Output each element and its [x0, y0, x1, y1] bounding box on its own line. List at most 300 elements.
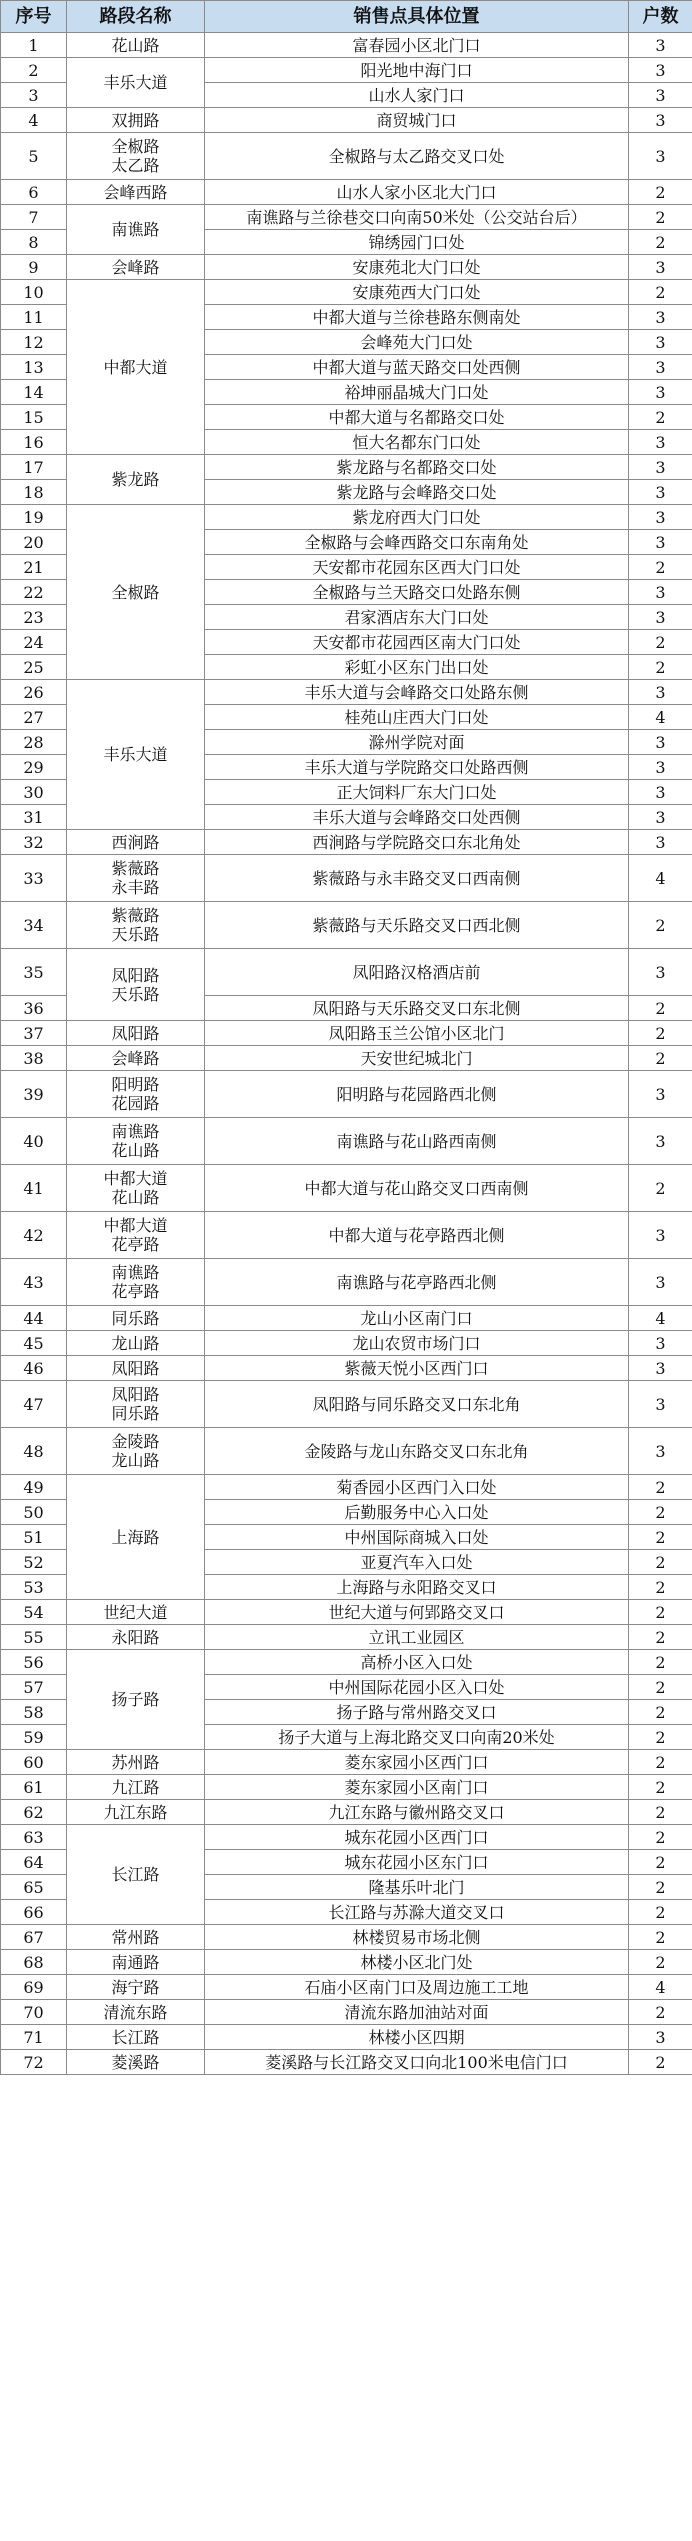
cell-no: 55 — [1, 1625, 67, 1650]
table-row — [1, 1650, 692, 1675]
cell-count: 3 — [629, 355, 692, 380]
cell-no: 62 — [1, 1800, 67, 1825]
cell-location: 富春园小区北门口 — [205, 33, 629, 58]
cell-count: 3 — [629, 1259, 692, 1306]
cell-location: 菱东家园小区西门口 — [205, 1750, 629, 1775]
cell-location: 石庙小区南门口及周边施工工地 — [205, 1975, 629, 2000]
cell-location: 紫薇天悦小区西门口 — [205, 1356, 629, 1381]
cell-no: 19 — [1, 505, 67, 530]
cell-location: 紫龙路与会峰路交口处 — [205, 480, 629, 505]
cell-no: 45 — [1, 1331, 67, 1356]
cell-location: 上海路与永阳路交叉口 — [205, 1575, 629, 1600]
cell-location: 紫龙府西大门口处 — [205, 505, 629, 530]
cell-no: 69 — [1, 1975, 67, 2000]
cell-no: 28 — [1, 730, 67, 755]
cell-road: 长江路 — [67, 1825, 205, 1925]
table-row — [1, 1750, 692, 1775]
table-row — [1, 1775, 692, 1800]
cell-location: 君家酒店东大门口处 — [205, 605, 629, 630]
cell-location: 城东花园小区东门口 — [205, 1850, 629, 1875]
table-row — [1, 1331, 692, 1356]
cell-no: 31 — [1, 805, 67, 830]
cell-location: 立讯工业园区 — [205, 1625, 629, 1650]
cell-no: 70 — [1, 2000, 67, 2025]
cell-road: 会峰路 — [67, 255, 205, 280]
cell-location: 商贸城门口 — [205, 108, 629, 133]
cell-count: 3 — [629, 830, 692, 855]
cell-no: 63 — [1, 1825, 67, 1850]
cell-count: 2 — [629, 1500, 692, 1525]
cell-road: 阳明路 花园路 — [67, 1071, 205, 1118]
table-row — [1, 1825, 692, 1850]
cell-no: 20 — [1, 530, 67, 555]
cell-location: 扬子大道与上海北路交叉口向南20米处 — [205, 1725, 629, 1750]
cell-count: 2 — [629, 1925, 692, 1950]
cell-road: 龙山路 — [67, 1331, 205, 1356]
table-row — [1, 1625, 692, 1650]
cell-count: 3 — [629, 730, 692, 755]
cell-location: 桂苑山庄西大门口处 — [205, 705, 629, 730]
cell-location: 安康苑西大门口处 — [205, 280, 629, 305]
cell-road: 凤阳路 — [67, 1021, 205, 1046]
cell-no: 59 — [1, 1725, 67, 1750]
cell-location: 全椒路与兰天路交口处路东侧 — [205, 580, 629, 605]
cell-count: 2 — [629, 405, 692, 430]
table-row — [1, 280, 692, 305]
cell-count: 2 — [629, 902, 692, 949]
cell-no: 42 — [1, 1212, 67, 1259]
cell-location: 亚夏汽车入口处 — [205, 1550, 629, 1575]
cell-count: 2 — [629, 630, 692, 655]
cell-no: 29 — [1, 755, 67, 780]
cell-count: 3 — [629, 805, 692, 830]
cell-location: 全椒路与会峰西路交口东南角处 — [205, 530, 629, 555]
cell-no: 6 — [1, 180, 67, 205]
cell-count: 4 — [629, 1975, 692, 2000]
table-row — [1, 133, 692, 180]
cell-location: 中州国际商城入口处 — [205, 1525, 629, 1550]
cell-no: 39 — [1, 1071, 67, 1118]
table-row — [1, 58, 692, 83]
cell-count: 3 — [629, 2025, 692, 2050]
cell-no: 56 — [1, 1650, 67, 1675]
cell-location: 裕坤丽晶城大门口处 — [205, 380, 629, 405]
cell-road: 西涧路 — [67, 830, 205, 855]
cell-location: 南谯路与兰徐巷交口向南50米处（公交站台后） — [205, 205, 629, 230]
cell-no: 40 — [1, 1118, 67, 1165]
cell-no: 57 — [1, 1675, 67, 1700]
cell-count: 3 — [629, 455, 692, 480]
cell-count: 2 — [629, 205, 692, 230]
table-row — [1, 830, 692, 855]
cell-count: 3 — [629, 580, 692, 605]
cell-count: 3 — [629, 480, 692, 505]
cell-count: 2 — [629, 1475, 692, 1500]
cell-count: 2 — [629, 180, 692, 205]
cell-no: 54 — [1, 1600, 67, 1625]
cell-location: 凤阳路汉格酒店前 — [205, 949, 629, 996]
cell-road: 海宁路 — [67, 1975, 205, 2000]
cell-road: 九江路 — [67, 1775, 205, 1800]
cell-count: 3 — [629, 780, 692, 805]
cell-count: 3 — [629, 680, 692, 705]
cell-no: 1 — [1, 33, 67, 58]
header-location: 销售点具体位置 — [205, 1, 629, 33]
cell-road: 苏州路 — [67, 1750, 205, 1775]
table-row — [1, 108, 692, 133]
cell-count: 2 — [629, 1900, 692, 1925]
cell-no: 34 — [1, 902, 67, 949]
cell-no: 65 — [1, 1875, 67, 1900]
cell-location: 龙山农贸市场门口 — [205, 1331, 629, 1356]
cell-location: 阳光地中海门口 — [205, 58, 629, 83]
cell-no: 50 — [1, 1500, 67, 1525]
cell-count: 2 — [629, 1775, 692, 1800]
cell-road: 凤阳路 同乐路 — [67, 1381, 205, 1428]
cell-no: 46 — [1, 1356, 67, 1381]
cell-road: 紫薇路 永丰路 — [67, 855, 205, 902]
cell-location: 彩虹小区东门出口处 — [205, 655, 629, 680]
cell-count: 2 — [629, 555, 692, 580]
cell-count: 2 — [629, 1600, 692, 1625]
cell-location: 高桥小区入口处 — [205, 1650, 629, 1675]
cell-no: 44 — [1, 1306, 67, 1331]
cell-no: 47 — [1, 1381, 67, 1428]
cell-road: 全椒路 太乙路 — [67, 133, 205, 180]
cell-location: 金陵路与龙山东路交叉口东北角 — [205, 1428, 629, 1475]
cell-count: 3 — [629, 1381, 692, 1428]
cell-count: 3 — [629, 430, 692, 455]
table-row — [1, 1475, 692, 1500]
cell-road: 常州路 — [67, 1925, 205, 1950]
table-row — [1, 1118, 692, 1165]
cell-location: 城东花园小区西门口 — [205, 1825, 629, 1850]
cell-no: 71 — [1, 2025, 67, 2050]
cell-location: 天安世纪城北门 — [205, 1046, 629, 1071]
cell-count: 2 — [629, 1021, 692, 1046]
cell-no: 37 — [1, 1021, 67, 1046]
cell-no: 51 — [1, 1525, 67, 1550]
table-row — [1, 2050, 692, 2075]
cell-location: 菱东家园小区南门口 — [205, 1775, 629, 1800]
cell-count: 2 — [629, 1725, 692, 1750]
table-row — [1, 1925, 692, 1950]
cell-count: 4 — [629, 1306, 692, 1331]
table-row — [1, 2025, 692, 2050]
cell-location: 安康苑北大门口处 — [205, 255, 629, 280]
cell-count: 3 — [629, 305, 692, 330]
cell-count: 3 — [629, 605, 692, 630]
cell-location: 凤阳路与同乐路交叉口东北角 — [205, 1381, 629, 1428]
cell-count: 2 — [629, 1575, 692, 1600]
cell-location: 扬子路与常州路交叉口 — [205, 1700, 629, 1725]
cell-road: 世纪大道 — [67, 1600, 205, 1625]
cell-no: 22 — [1, 580, 67, 605]
cell-count: 3 — [629, 1118, 692, 1165]
cell-count: 2 — [629, 655, 692, 680]
cell-location: 长江路与苏滁大道交叉口 — [205, 1900, 629, 1925]
cell-no: 4 — [1, 108, 67, 133]
cell-count: 2 — [629, 1700, 692, 1725]
cell-location: 锦绣园门口处 — [205, 230, 629, 255]
cell-count: 3 — [629, 83, 692, 108]
table-row — [1, 1306, 692, 1331]
cell-no: 49 — [1, 1475, 67, 1500]
cell-no: 18 — [1, 480, 67, 505]
cell-road: 中都大道 花山路 — [67, 1165, 205, 1212]
cell-count: 3 — [629, 255, 692, 280]
table-body — [1, 33, 692, 2075]
header-row — [1, 1, 692, 33]
cell-no: 27 — [1, 705, 67, 730]
cell-no: 58 — [1, 1700, 67, 1725]
cell-count: 3 — [629, 1212, 692, 1259]
cell-count: 3 — [629, 1071, 692, 1118]
cell-location: 恒大名都东门口处 — [205, 430, 629, 455]
cell-location: 南谯路与花山路西南侧 — [205, 1118, 629, 1165]
cell-count: 2 — [629, 2050, 692, 2075]
cell-count: 3 — [629, 1356, 692, 1381]
cell-count: 2 — [629, 280, 692, 305]
cell-no: 38 — [1, 1046, 67, 1071]
cell-location: 中都大道与花亭路西北侧 — [205, 1212, 629, 1259]
cell-road: 南谯路 花亭路 — [67, 1259, 205, 1306]
cell-location: 山水人家门口 — [205, 83, 629, 108]
cell-location: 九江东路与徽州路交叉口 — [205, 1800, 629, 1825]
cell-location: 山水人家小区北大门口 — [205, 180, 629, 205]
cell-count: 3 — [629, 1428, 692, 1475]
table-row — [1, 33, 692, 58]
table-row — [1, 1021, 692, 1046]
table-row — [1, 1381, 692, 1428]
cell-location: 隆基乐叶北门 — [205, 1875, 629, 1900]
header-no: 序号 — [1, 1, 67, 33]
cell-count: 2 — [629, 1675, 692, 1700]
cell-location: 紫龙路与名都路交口处 — [205, 455, 629, 480]
cell-location: 中都大道与兰徐巷路东侧南处 — [205, 305, 629, 330]
cell-road: 南谯路 — [67, 205, 205, 255]
cell-count: 2 — [629, 1550, 692, 1575]
table-row — [1, 1212, 692, 1259]
table-row — [1, 1071, 692, 1118]
cell-no: 12 — [1, 330, 67, 355]
table-row — [1, 1356, 692, 1381]
table-row — [1, 855, 692, 902]
cell-road: 九江东路 — [67, 1800, 205, 1825]
cell-count: 3 — [629, 380, 692, 405]
table-row — [1, 1046, 692, 1071]
cell-no: 24 — [1, 630, 67, 655]
cell-no: 10 — [1, 280, 67, 305]
cell-location: 紫薇路与永丰路交叉口西南侧 — [205, 855, 629, 902]
cell-no: 25 — [1, 655, 67, 680]
table-row — [1, 1428, 692, 1475]
cell-no: 48 — [1, 1428, 67, 1475]
header-count: 户数 — [629, 1, 692, 33]
cell-road: 全椒路 — [67, 505, 205, 680]
cell-road: 南谯路 花山路 — [67, 1118, 205, 1165]
cell-no: 2 — [1, 58, 67, 83]
cell-road: 上海路 — [67, 1475, 205, 1600]
cell-location: 滁州学院对面 — [205, 730, 629, 755]
cell-no: 5 — [1, 133, 67, 180]
cell-count: 3 — [629, 1331, 692, 1356]
cell-no: 68 — [1, 1950, 67, 1975]
cell-no: 7 — [1, 205, 67, 230]
table-row — [1, 205, 692, 230]
table-row — [1, 1259, 692, 1306]
cell-location: 清流东路加油站对面 — [205, 2000, 629, 2025]
cell-count: 2 — [629, 1950, 692, 1975]
table-row — [1, 1600, 692, 1625]
cell-location: 天安都市花园东区西大门口处 — [205, 555, 629, 580]
table-row — [1, 680, 692, 705]
cell-location: 丰乐大道与会峰路交口处路东侧 — [205, 680, 629, 705]
cell-location: 中都大道与花山路交叉口西南侧 — [205, 1165, 629, 1212]
cell-no: 30 — [1, 780, 67, 805]
cell-road: 扬子路 — [67, 1650, 205, 1750]
cell-road: 会峰路 — [67, 1046, 205, 1071]
cell-location: 紫薇路与天乐路交叉口西北侧 — [205, 902, 629, 949]
cell-count: 2 — [629, 230, 692, 255]
cell-no: 64 — [1, 1850, 67, 1875]
cell-location: 菊香园小区西门入口处 — [205, 1475, 629, 1500]
table-row — [1, 505, 692, 530]
cell-location: 林楼小区四期 — [205, 2025, 629, 2050]
cell-count: 3 — [629, 108, 692, 133]
cell-road: 丰乐大道 — [67, 680, 205, 830]
cell-no: 66 — [1, 1900, 67, 1925]
cell-count: 2 — [629, 1046, 692, 1071]
cell-location: 中州国际花园小区入口处 — [205, 1675, 629, 1700]
cell-count: 2 — [629, 1825, 692, 1850]
cell-location: 中都大道与蓝天路交口处西侧 — [205, 355, 629, 380]
cell-no: 15 — [1, 405, 67, 430]
cell-no: 16 — [1, 430, 67, 455]
cell-location: 天安都市花园西区南大门口处 — [205, 630, 629, 655]
cell-no: 36 — [1, 996, 67, 1021]
cell-road: 中都大道 花亭路 — [67, 1212, 205, 1259]
cell-no: 43 — [1, 1259, 67, 1306]
cell-road: 紫龙路 — [67, 455, 205, 505]
cell-location: 菱溪路与长江路交叉口向北100米电信门口 — [205, 2050, 629, 2075]
cell-no: 52 — [1, 1550, 67, 1575]
cell-no: 8 — [1, 230, 67, 255]
cell-road: 长江路 — [67, 2025, 205, 2050]
cell-road: 花山路 — [67, 33, 205, 58]
cell-count: 4 — [629, 855, 692, 902]
table-row — [1, 902, 692, 949]
cell-road: 双拥路 — [67, 108, 205, 133]
cell-location: 林楼贸易市场北侧 — [205, 1925, 629, 1950]
cell-no: 32 — [1, 830, 67, 855]
cell-count: 2 — [629, 2000, 692, 2025]
table-row — [1, 949, 692, 996]
cell-no: 60 — [1, 1750, 67, 1775]
cell-location: 世纪大道与何郢路交叉口 — [205, 1600, 629, 1625]
cell-count: 3 — [629, 530, 692, 555]
cell-location: 西涧路与学院路交口东北角处 — [205, 830, 629, 855]
cell-road: 金陵路 龙山路 — [67, 1428, 205, 1475]
cell-no: 67 — [1, 1925, 67, 1950]
cell-road: 同乐路 — [67, 1306, 205, 1331]
cell-location: 正大饲料厂东大门口处 — [205, 780, 629, 805]
cell-no: 17 — [1, 455, 67, 480]
cell-count: 2 — [629, 1800, 692, 1825]
cell-count: 2 — [629, 996, 692, 1021]
cell-location: 凤阳路玉兰公馆小区北门 — [205, 1021, 629, 1046]
cell-location: 会峰苑大门口处 — [205, 330, 629, 355]
cell-no: 21 — [1, 555, 67, 580]
cell-location: 中都大道与名都路交口处 — [205, 405, 629, 430]
cell-location: 龙山小区南门口 — [205, 1306, 629, 1331]
table-row — [1, 255, 692, 280]
cell-road: 丰乐大道 — [67, 58, 205, 108]
cell-no: 41 — [1, 1165, 67, 1212]
table-row — [1, 1950, 692, 1975]
cell-location: 全椒路与太乙路交叉口处 — [205, 133, 629, 180]
cell-count: 3 — [629, 949, 692, 996]
cell-count: 2 — [629, 1650, 692, 1675]
cell-road: 中都大道 — [67, 280, 205, 455]
cell-count: 3 — [629, 330, 692, 355]
table-row — [1, 1975, 692, 2000]
table-row — [1, 1800, 692, 1825]
cell-no: 14 — [1, 380, 67, 405]
cell-road: 菱溪路 — [67, 2050, 205, 2075]
cell-location: 阳明路与花园路西北侧 — [205, 1071, 629, 1118]
cell-no: 26 — [1, 680, 67, 705]
cell-count: 2 — [629, 1850, 692, 1875]
cell-count: 2 — [629, 1750, 692, 1775]
cell-count: 2 — [629, 1525, 692, 1550]
cell-no: 13 — [1, 355, 67, 380]
cell-road: 紫薇路 天乐路 — [67, 902, 205, 949]
cell-road: 凤阳路 — [67, 1356, 205, 1381]
cell-count: 3 — [629, 33, 692, 58]
cell-no: 23 — [1, 605, 67, 630]
cell-count: 4 — [629, 705, 692, 730]
cell-count: 2 — [629, 1165, 692, 1212]
cell-no: 9 — [1, 255, 67, 280]
cell-no: 61 — [1, 1775, 67, 1800]
cell-count: 3 — [629, 755, 692, 780]
cell-count: 2 — [629, 1625, 692, 1650]
cell-road: 南通路 — [67, 1950, 205, 1975]
cell-location: 丰乐大道与会峰路交口处西侧 — [205, 805, 629, 830]
cell-road: 会峰西路 — [67, 180, 205, 205]
cell-count: 2 — [629, 1875, 692, 1900]
table-row — [1, 180, 692, 205]
cell-count: 3 — [629, 505, 692, 530]
cell-no: 53 — [1, 1575, 67, 1600]
cell-road: 凤阳路 天乐路 — [67, 949, 205, 1021]
cell-no: 3 — [1, 83, 67, 108]
cell-no: 35 — [1, 949, 67, 996]
table-row — [1, 455, 692, 480]
cell-no: 72 — [1, 2050, 67, 2075]
cell-location: 南谯路与花亭路西北侧 — [205, 1259, 629, 1306]
cell-location: 凤阳路与天乐路交叉口东北侧 — [205, 996, 629, 1021]
cell-no: 11 — [1, 305, 67, 330]
cell-no: 33 — [1, 855, 67, 902]
cell-count: 3 — [629, 133, 692, 180]
table-row — [1, 2000, 692, 2025]
cell-location: 林楼小区北门处 — [205, 1950, 629, 1975]
table-row — [1, 1165, 692, 1212]
header-road: 路段名称 — [67, 1, 205, 33]
cell-location: 丰乐大道与学院路交口处路西侧 — [205, 755, 629, 780]
